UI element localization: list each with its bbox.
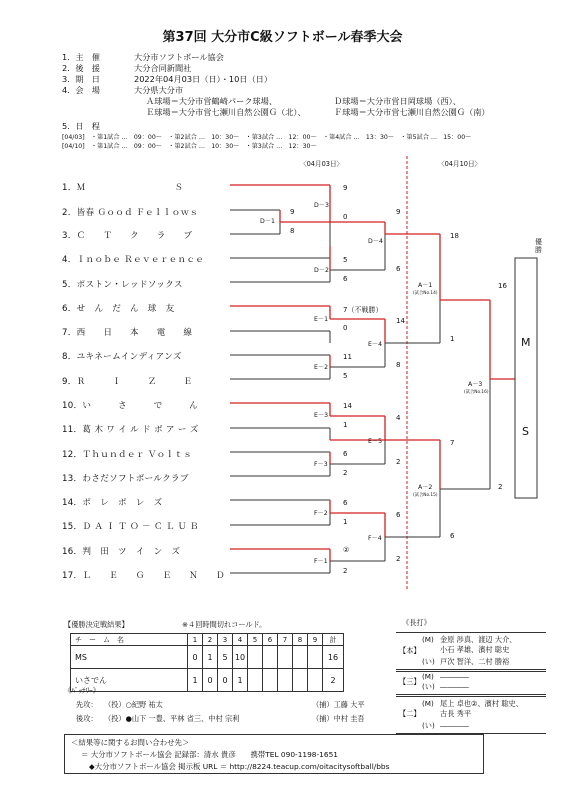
champion-name-1: M bbox=[521, 336, 531, 349]
battery-second-side: 後攻： bbox=[76, 714, 98, 723]
game-f3-score-top: 6 bbox=[343, 450, 348, 458]
game-e1-score-top: 7（不戦勝） bbox=[343, 306, 383, 314]
box-cell: 0 bbox=[218, 669, 233, 692]
box-score-table bbox=[70, 633, 344, 692]
hits-hr-m-tag: (M) bbox=[422, 635, 434, 644]
box-header-inning: 2 bbox=[203, 634, 218, 646]
team-8: 8．ユキネームインディアンズ bbox=[62, 352, 182, 362]
hits-tr-label: 【三】 bbox=[399, 677, 421, 686]
venue-d: Ｄ球場＝大分市営日岡球場（西）、 bbox=[334, 96, 461, 106]
hits-hr-label: 【本】 bbox=[399, 646, 421, 655]
game-a2-no: (試合No.15) bbox=[413, 493, 438, 498]
date-label-day2: 〈04月10日〉 bbox=[438, 160, 482, 168]
team-16: 16．判 田 ツ イ ン ズ bbox=[62, 547, 181, 557]
game-e5-score-bot: 2 bbox=[396, 458, 401, 466]
battery-first-pitcher: （投）○紀野 祐太 bbox=[104, 700, 163, 709]
game-d3-label: D－3 bbox=[314, 202, 329, 209]
team-15: 15．Ｄ Ａ Ｉ Ｔ Ｏ － Ｃ Ｌ Ｕ Ｂ bbox=[62, 522, 199, 532]
box-header-team: チ ー ム 名 bbox=[71, 634, 188, 646]
game-d4-label: D－4 bbox=[368, 238, 383, 245]
game-a2-label: A－2 bbox=[418, 484, 433, 491]
result-note: ※４回時間切れコールド。 bbox=[182, 620, 267, 629]
info-organizer-val: 大分市ソフトボール協会 bbox=[134, 52, 224, 62]
team-1: 1．Ｍ Ｓ bbox=[62, 183, 184, 193]
box-cell: 1 bbox=[188, 669, 203, 692]
info-venue-val: 大分県大分市 bbox=[134, 85, 184, 95]
box-cell bbox=[263, 646, 278, 669]
team-12: 12．Ｔｈｕｎｄｅｒ Ｖｏｌｔｓ bbox=[62, 450, 193, 460]
game-f3-score-bot: 2 bbox=[343, 469, 348, 477]
box-cell bbox=[308, 646, 323, 669]
game-e3-label: E－3 bbox=[314, 412, 329, 419]
game-a3-label: A－3 bbox=[468, 381, 483, 388]
box-team-name: いさでん bbox=[71, 669, 188, 692]
hits-db-i-tag: (い) bbox=[422, 721, 435, 730]
game-e5-label: E－5 bbox=[368, 438, 383, 445]
game-a3-no: (試合No.16) bbox=[464, 390, 489, 395]
team-5: 5．ポストン・レッドソックス bbox=[62, 280, 183, 290]
game-f1-score-bot: 2 bbox=[343, 567, 348, 575]
game-d2-score-bot: 6 bbox=[343, 275, 348, 283]
contact-line-1: ＝ 大分市ソフトボール協会 記録部：清水 貴彦 携帯TEL 090-1198-1651 bbox=[81, 750, 338, 759]
table-row bbox=[71, 646, 344, 669]
info-date-key: 3．期 日 bbox=[62, 74, 100, 84]
hits-tr-i: ―――― bbox=[440, 682, 469, 691]
box-cell bbox=[278, 669, 293, 692]
hits-db-label: 【二】 bbox=[399, 709, 421, 718]
box-cell bbox=[248, 646, 263, 669]
box-header-inning: 7 bbox=[278, 634, 293, 646]
game-a1-score-bot: 1 bbox=[450, 335, 455, 343]
battery-second-pitcher: （投）●山下 一豊、平林 省三、中村 宗利 bbox=[104, 714, 240, 723]
team-10: 10．い さ で ん bbox=[62, 401, 199, 411]
game-f3-label: F－3 bbox=[314, 461, 328, 468]
champion-box bbox=[515, 258, 537, 498]
hits-tr-m-tag: (M) bbox=[422, 672, 434, 681]
game-a3-score-bot: 2 bbox=[498, 483, 503, 491]
box-cell: 0 bbox=[188, 646, 203, 669]
box-cell: 1 bbox=[233, 669, 248, 692]
battery-heading: 《ﾊﾞｯﾃﾘｰ》 bbox=[64, 686, 100, 695]
hits-db-i: ―――― bbox=[440, 721, 469, 730]
team-7: 7．西 日 本 電 線 bbox=[62, 328, 193, 338]
game-f1-label: F－1 bbox=[314, 558, 328, 565]
hits-hr-i-tag: (い) bbox=[422, 657, 435, 666]
champion-label: 優勝 bbox=[535, 238, 542, 254]
game-d4-score-top: 9 bbox=[396, 208, 401, 216]
schedule-day2: [04/10] ・第1試合 … 09：00～ ・第2試合 … 10：30～ ・第3試合 … 12：30～ bbox=[62, 143, 317, 150]
hits-tr-i-tag: (い) bbox=[422, 682, 435, 691]
game-d2-score-top: 5 bbox=[343, 256, 348, 264]
game-d1-score-top: 9 bbox=[290, 208, 295, 216]
game-e4-score-bot: 8 bbox=[396, 361, 401, 369]
box-total: 16 bbox=[323, 646, 344, 669]
hits-hr-m-1: 金原 渉真、渡辺 大介、 bbox=[440, 635, 517, 644]
box-header-inning: 6 bbox=[263, 634, 278, 646]
team-13: 13．わさだソフトボールクラブ bbox=[62, 474, 189, 484]
game-f2-label: F－2 bbox=[314, 510, 328, 517]
team-11: 11．葛 木 ワ イ ル ド ボ ア ー ズ bbox=[62, 425, 199, 435]
game-f2-score-bot: 1 bbox=[343, 518, 348, 526]
game-e4-label: E－4 bbox=[368, 341, 383, 348]
game-d3-score-top: 9 bbox=[343, 184, 348, 192]
box-header-inning: 9 bbox=[308, 634, 323, 646]
box-cell: 1 bbox=[203, 646, 218, 669]
game-f4-label: F－4 bbox=[368, 535, 382, 542]
info-organizer-key: 1．主 催 bbox=[62, 52, 100, 62]
game-e3-score-bot: 1 bbox=[343, 421, 348, 429]
info-sponsor-key: 2．後 援 bbox=[62, 63, 100, 73]
venue-a: Ａ球場＝大分市営鶴崎パーク球場、 bbox=[146, 96, 278, 106]
info-venue-key: 4．会 場 bbox=[62, 85, 100, 95]
champion-name-2: S bbox=[522, 425, 529, 438]
game-a2-score-bot: 6 bbox=[450, 532, 455, 540]
box-cell bbox=[263, 669, 278, 692]
game-d3-score-bot: 0 bbox=[343, 213, 348, 221]
box-cell bbox=[293, 669, 308, 692]
game-f1-score-top: ② bbox=[343, 546, 350, 554]
team-6: 6．せ ん だ ん 球 友 bbox=[62, 304, 175, 314]
game-f4-score-bot: 2 bbox=[396, 555, 401, 563]
team-9: 9．Ｒ Ｉ Ｚ Ｅ bbox=[62, 377, 193, 387]
game-e3-score-top: 14 bbox=[343, 402, 352, 410]
box-cell bbox=[248, 669, 263, 692]
game-a1-score-top: 18 bbox=[450, 232, 459, 240]
box-cell: 0 bbox=[203, 669, 218, 692]
game-e2-label: E－2 bbox=[314, 364, 329, 371]
game-f2-score-top: 6 bbox=[343, 499, 348, 507]
team-3: 3．Ｃ Ｔ ク ラ ブ bbox=[62, 231, 193, 241]
game-d1-score-bot: 8 bbox=[290, 227, 295, 235]
team-17: 17．Ｌ Ｅ Ｇ Ｅ Ｎ Ｄ bbox=[62, 571, 225, 581]
team-2: 2．皆春 Ｇｏｏｄ Ｆｅｌｌｏｗｓ bbox=[62, 208, 199, 218]
box-cell: 5 bbox=[218, 646, 233, 669]
box-header-inning: 8 bbox=[293, 634, 308, 646]
hits-heading: 《長打》 bbox=[402, 618, 431, 627]
battery-first-catcher: （捕）工藤 大平 bbox=[312, 700, 365, 709]
box-cell bbox=[293, 646, 308, 669]
box-team-name: MS bbox=[71, 646, 188, 669]
game-a1-no: (試合No.14) bbox=[413, 291, 438, 296]
venue-e: Ｅ球場＝大分市営七瀬川自然公園Ｇ（北）、 bbox=[146, 107, 306, 117]
box-cell bbox=[278, 646, 293, 669]
game-e2-score-bot: 5 bbox=[343, 372, 348, 380]
info-date-val: 2022年04月03日（日）・10日（日） bbox=[134, 74, 273, 84]
contact-line-2[interactable]: ◆大分市ソフトボール協会 掲示板 URL ＝ http://8224.teacup.com/oitacitysoftball/bbs bbox=[89, 762, 390, 771]
box-header-inning: 1 bbox=[188, 634, 203, 646]
box-header-total: 計 bbox=[323, 634, 344, 646]
game-f4-score-top: 6 bbox=[396, 511, 401, 519]
battery-second-catcher: （捕）中村 圭吾 bbox=[312, 714, 365, 723]
hits-hr-m-2: 小石 孝雄、濱村 聡史 bbox=[440, 645, 510, 654]
game-d4-score-bot: 6 bbox=[396, 265, 401, 273]
contact-heading: ＜結果等に関するお問い合わせ先＞ bbox=[71, 738, 190, 747]
box-cell bbox=[308, 669, 323, 692]
game-a2-score-top: 7 bbox=[450, 439, 455, 447]
hits-db-m-tag: (M) bbox=[422, 699, 434, 708]
contact-box bbox=[64, 734, 484, 774]
game-e5-score-top: 4 bbox=[396, 414, 401, 422]
box-header-inning: 4 bbox=[233, 634, 248, 646]
venue-f: Ｆ球場＝大分市営七瀬川自然公園Ｇ（南） bbox=[334, 107, 490, 117]
game-a3-score-top: 16 bbox=[498, 282, 507, 290]
game-d1-label: D－1 bbox=[260, 218, 275, 225]
table-row bbox=[71, 669, 344, 692]
team-14: 14．ポ レ ポ レ ズ bbox=[62, 498, 163, 508]
schedule-heading: 5．日 程 bbox=[62, 121, 100, 131]
game-e2-score-top: 11 bbox=[343, 353, 352, 361]
hits-db-m-1: 尾上 卓也②、濱村 聡史、 bbox=[440, 699, 523, 708]
date-label-day1: 〈04月03日〉 bbox=[300, 160, 344, 168]
box-header-inning: 3 bbox=[218, 634, 233, 646]
hits-hr-i: 戸次 智洋、二村 勝裕 bbox=[440, 657, 510, 666]
battery-first-side: 先攻： bbox=[76, 700, 98, 709]
game-e4-score-top: 14 bbox=[396, 317, 405, 325]
game-e1-label: E－1 bbox=[314, 316, 329, 323]
box-cell: 10 bbox=[233, 646, 248, 669]
box-total: 2 bbox=[323, 669, 344, 692]
result-heading: 【優勝決定戦結果】 bbox=[64, 620, 129, 629]
box-header-inning: 5 bbox=[248, 634, 263, 646]
team-4: 4．Ｉｎｏｂｅ Ｒｅｖｅｒｅｎｃｅ bbox=[62, 255, 205, 265]
page-title: 第37回 大分市C級ソフトボール春季大会 bbox=[162, 30, 403, 45]
hits-db-m-2: 古長 秀平 bbox=[440, 709, 472, 718]
schedule-day1: [04/03] ・第1試合 … 09：00～ ・第2試合 … 10：30～ ・第3試合 … 12：00～ ・第4試合 … 13：30～ ・第5試合 … 15：00～ bbox=[62, 134, 472, 141]
hits-tr-m: ―――― bbox=[440, 672, 469, 681]
game-a1-label: A－1 bbox=[418, 282, 433, 289]
info-sponsor-val: 大分合同新聞社 bbox=[134, 63, 192, 73]
game-e1-score-bot: 0 bbox=[343, 324, 348, 332]
game-d2-label: D－2 bbox=[314, 267, 329, 274]
